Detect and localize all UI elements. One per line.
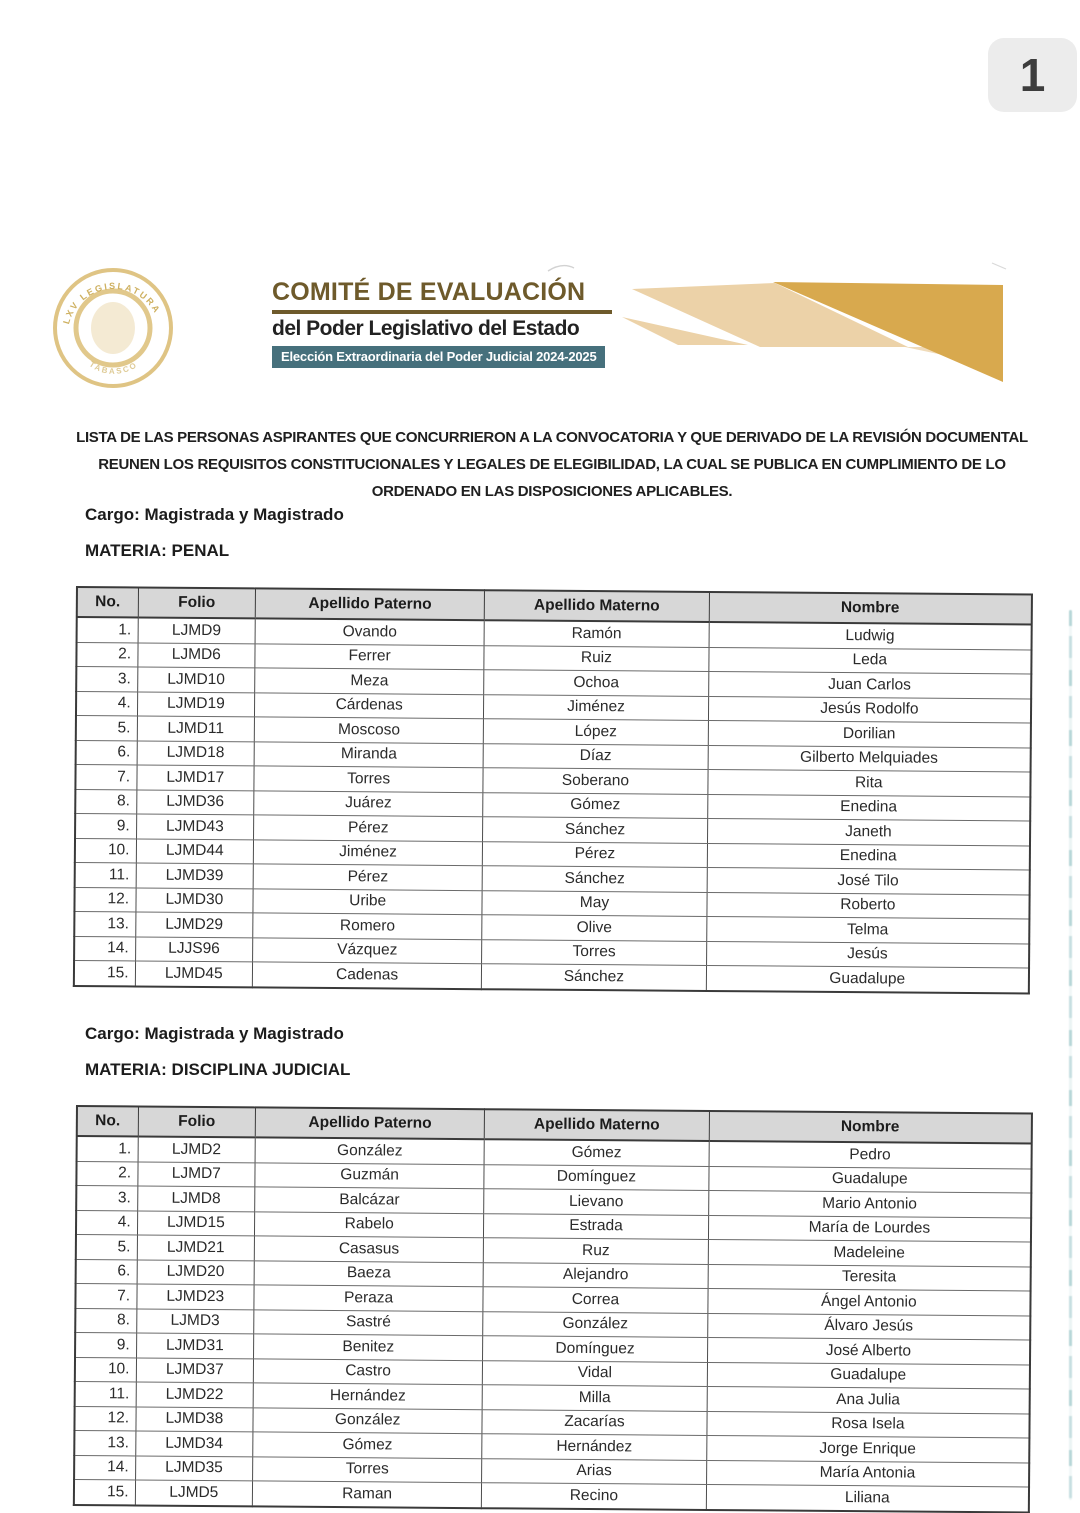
table-cell: LJMD37 xyxy=(136,1357,254,1382)
table-cell: González xyxy=(255,1137,484,1164)
table-cell: 13. xyxy=(74,911,135,936)
committee-subtitle: del Poder Legislativo del Estado xyxy=(272,317,580,340)
table-cell: LJMD15 xyxy=(137,1210,255,1235)
intro-paragraph: LISTA DE LAS PERSONAS ASPIRANTES QUE CONCURRIERON A LA CONVOCATORIA Y QUE DERIVADO DE LA REVISIÓN DOCUMENTAL REUNEN LOS REQUISITOS CONSTITUCIONALES Y LEGALES DE ELEGIBILIDAD, LA CUAL SE PUBLICA EN CUMPLIMIENTO DE LO ORDENADO EN LAS DISPOSICIONES APLICABLES. xyxy=(76,429,1028,500)
table-cell: Gómez xyxy=(483,792,708,818)
table-cell: Ochoa xyxy=(484,670,709,696)
table-cell: Jorge Enrique xyxy=(706,1435,1029,1462)
corner-triangles-decoration xyxy=(620,255,1040,390)
table-cell: Ruz xyxy=(484,1237,709,1263)
table-cell: Pedro xyxy=(709,1140,1032,1168)
table-cell: Álvaro Jesús xyxy=(707,1312,1030,1339)
table-cell: Hernández xyxy=(253,1382,482,1408)
aspirants-table xyxy=(73,586,1033,994)
table-cell: Vidal xyxy=(483,1360,708,1386)
table-cell: Casasus xyxy=(254,1235,483,1261)
column-header: Apellido Paterno xyxy=(255,1107,484,1139)
table-cell: Guadalupe xyxy=(706,965,1029,993)
table-cell: Uribe xyxy=(253,888,482,914)
table-cell: 4. xyxy=(76,691,137,716)
table-cell: LJMD23 xyxy=(137,1283,255,1308)
table-cell: Alejandro xyxy=(483,1262,708,1288)
column-header: Apellido Materno xyxy=(484,1109,709,1141)
table-cell: Cadenas xyxy=(252,962,481,989)
scan-edge-line xyxy=(1069,610,1072,1500)
table-cell: Leda xyxy=(709,647,1032,674)
table-cell: Ferrer xyxy=(255,643,484,669)
table-cell: 5. xyxy=(76,1234,137,1259)
sections xyxy=(76,505,1033,1505)
table-cell: Jesús xyxy=(706,941,1029,968)
document-header xyxy=(272,278,612,368)
table-cell: Meza xyxy=(255,668,484,694)
table-cell: Ángel Antonio xyxy=(708,1288,1031,1315)
table-cell: Sánchez xyxy=(482,866,707,892)
materia-label: MATERIA: PENAL xyxy=(85,541,230,560)
table-cell: LJMD10 xyxy=(137,667,255,692)
table-cell: Guadalupe xyxy=(707,1361,1030,1388)
table-cell: Telma xyxy=(706,916,1029,943)
table-cell: 8. xyxy=(75,789,136,814)
table-cell: Gómez xyxy=(484,1139,709,1166)
table-cell: LJMD7 xyxy=(137,1161,255,1186)
table-cell: Teresita xyxy=(708,1263,1031,1290)
table-cell: José Alberto xyxy=(707,1337,1030,1364)
table-cell: 14. xyxy=(74,1454,135,1479)
election-banner: Elección Extraordinaria del Poder Judicial 2024-2025 xyxy=(272,346,605,368)
column-header: Nombre xyxy=(709,592,1032,625)
cargo-label: Cargo: Magistrada y Magistrado xyxy=(85,1023,344,1043)
table-cell: Domínguez xyxy=(483,1335,708,1361)
table-cell: Milla xyxy=(482,1384,707,1410)
table-cell: 13. xyxy=(74,1430,135,1455)
committee-title: COMITÉ DE EVALUACIÓN xyxy=(272,278,586,306)
column-header: Folio xyxy=(138,1106,256,1137)
table-cell: Enedina xyxy=(707,794,1030,821)
legislature-seal-icon xyxy=(50,266,177,390)
table-cell: Guadalupe xyxy=(709,1165,1032,1192)
table-cell: 14. xyxy=(74,936,135,961)
table-cell: Jiménez xyxy=(484,694,709,720)
table-cell: Sánchez xyxy=(482,964,707,991)
column-header: Nombre xyxy=(709,1110,1032,1143)
table-cell: 1. xyxy=(77,1136,138,1161)
table-cell: LJMD34 xyxy=(135,1430,253,1455)
seal-bottom-text: TABASCO xyxy=(87,359,140,376)
table-cell: Benitez xyxy=(254,1333,483,1359)
table-cell: Liliana xyxy=(706,1484,1029,1512)
materia-label: MATERIA: DISCIPLINA JUDICIAL xyxy=(85,1059,351,1079)
table-cell: Janeth xyxy=(707,818,1030,845)
table-cell: López xyxy=(484,719,709,745)
table-cell: 2. xyxy=(76,642,137,667)
table-cell: José Tilo xyxy=(707,867,1030,894)
table-cell: 5. xyxy=(76,716,137,741)
title-divider xyxy=(272,310,612,314)
table-cell: 1. xyxy=(77,617,138,642)
table-cell: LJMD2 xyxy=(138,1136,256,1162)
table-cell: LJMD8 xyxy=(137,1185,255,1210)
table-cell: 8. xyxy=(75,1308,136,1333)
table-cell: Ramón xyxy=(484,620,709,647)
table-cell: Torres xyxy=(253,1456,482,1482)
table-cell: Pérez xyxy=(253,864,482,890)
table-cell: Madeleine xyxy=(708,1239,1031,1266)
table-cell: Dorilian xyxy=(708,720,1031,747)
cargo-label: Cargo: Magistrada y Magistrado xyxy=(85,505,344,524)
table-cell: Ruiz xyxy=(484,645,709,671)
table-cell: Torres xyxy=(254,766,483,792)
table-cell: Rabelo xyxy=(255,1211,484,1237)
table-cell: Gómez xyxy=(253,1431,482,1457)
table-cell: 6. xyxy=(76,1259,137,1284)
table-cell: Recino xyxy=(482,1482,707,1509)
table-cell: Mario Antonio xyxy=(708,1190,1031,1217)
column-header: Apellido Materno xyxy=(484,590,709,622)
table-cell: LJMD43 xyxy=(136,814,254,839)
table-cell: LJMD6 xyxy=(137,642,255,667)
table-cell: LJMD21 xyxy=(137,1234,255,1259)
column-header: No. xyxy=(77,1106,138,1136)
table-cell: Rosa Isela xyxy=(707,1410,1030,1437)
table-cell: Ovando xyxy=(255,618,484,645)
table-cell: María Antonia xyxy=(706,1459,1029,1486)
table-cell: 10. xyxy=(75,838,136,863)
table-cell: Pérez xyxy=(483,841,708,867)
table-cell: LJMD11 xyxy=(137,716,255,741)
table-cell: LJMD39 xyxy=(136,863,254,888)
table-cell: LJMD9 xyxy=(138,617,256,643)
table-cell: LJMD17 xyxy=(137,765,255,790)
table-cell: María de Lourdes xyxy=(708,1214,1031,1241)
list-section xyxy=(76,1024,1033,1506)
aspirants-table xyxy=(73,1105,1033,1513)
table-cell: Enedina xyxy=(707,843,1030,870)
table-cell: Jiménez xyxy=(253,839,482,865)
table-cell: González xyxy=(253,1407,482,1433)
table-cell: Olive xyxy=(482,915,707,941)
table-cell: LJMD3 xyxy=(136,1308,254,1333)
table-cell: Vázquez xyxy=(253,937,482,963)
table-cell: LJMD5 xyxy=(135,1479,253,1505)
table-cell: Torres xyxy=(482,939,707,965)
table-cell: Arias xyxy=(482,1458,707,1484)
table-cell: Sánchez xyxy=(483,817,708,843)
table-cell: LJMD20 xyxy=(137,1259,255,1284)
table-cell: 11. xyxy=(75,862,136,887)
table-cell: Guzmán xyxy=(255,1162,484,1188)
table-cell: Gilberto Melquiades xyxy=(708,745,1031,772)
table-cell: May xyxy=(482,890,707,916)
table-cell: Juan Carlos xyxy=(708,671,1031,698)
table-cell: LJMD30 xyxy=(136,887,254,912)
table-cell: Estrada xyxy=(484,1213,709,1239)
table-cell: Castro xyxy=(253,1358,482,1384)
table-cell: 9. xyxy=(75,814,136,839)
table-cell: 15. xyxy=(74,1479,135,1504)
table-cell: Raman xyxy=(252,1480,481,1507)
table-cell: Soberano xyxy=(483,768,708,794)
table-cell: Domínguez xyxy=(484,1164,709,1190)
table-cell: Sastré xyxy=(254,1309,483,1335)
table-cell: González xyxy=(483,1311,708,1337)
table-cell: Pérez xyxy=(254,815,483,841)
table-cell: LJMD31 xyxy=(136,1332,254,1357)
table-cell: 3. xyxy=(76,667,137,692)
table-cell: LJMD22 xyxy=(136,1381,254,1406)
table-cell: 7. xyxy=(75,1283,136,1308)
table-cell: Zacarías xyxy=(482,1409,707,1435)
column-header: Folio xyxy=(138,587,256,618)
table-cell: 9. xyxy=(75,1332,136,1357)
table-cell: 15. xyxy=(74,960,135,985)
table-cell: 2. xyxy=(76,1161,137,1186)
table-cell: Miranda xyxy=(254,741,483,767)
table-cell: 10. xyxy=(75,1357,136,1382)
table-cell: 3. xyxy=(76,1185,137,1210)
table-cell: LJMD29 xyxy=(135,912,253,937)
table-cell: LJMD45 xyxy=(135,961,253,987)
table-cell: Correa xyxy=(483,1286,708,1312)
table-cell: 7. xyxy=(75,765,136,790)
table-cell: Jesús Rodolfo xyxy=(708,696,1031,723)
table-cell: Balcázar xyxy=(255,1186,484,1212)
table-cell: LJMD18 xyxy=(137,740,255,765)
table-cell: Díaz xyxy=(483,743,708,769)
table-cell: Cárdenas xyxy=(255,692,484,718)
table-cell: LJJS96 xyxy=(135,936,253,961)
table-cell: Ludwig xyxy=(709,622,1032,650)
table-cell: LJMD35 xyxy=(135,1455,253,1480)
table-cell: 6. xyxy=(76,740,137,765)
list-section xyxy=(76,505,1033,987)
table-cell: 11. xyxy=(75,1381,136,1406)
table-cell: LJMD19 xyxy=(137,691,255,716)
table-cell: Moscoso xyxy=(254,717,483,743)
table-cell: Romero xyxy=(253,913,482,939)
column-header: No. xyxy=(77,587,138,617)
table-cell: LJMD44 xyxy=(136,838,254,863)
table-cell: 12. xyxy=(74,887,135,912)
seal-top-text: LXV LEGISLATURA xyxy=(61,280,163,326)
table-cell: Hernández xyxy=(482,1433,707,1459)
table-cell: 4. xyxy=(76,1210,137,1235)
table-cell: Juárez xyxy=(254,790,483,816)
table-cell: LJMD36 xyxy=(136,789,254,814)
table-cell: Rita xyxy=(708,769,1031,796)
table-cell: LJMD38 xyxy=(136,1406,254,1431)
column-header: Apellido Paterno xyxy=(255,588,484,620)
table-cell: Ana Julia xyxy=(707,1386,1030,1413)
page-number-badge: 1 xyxy=(988,38,1077,112)
table-cell: Baeza xyxy=(254,1260,483,1286)
table-cell: Lievano xyxy=(484,1188,709,1214)
svg-text:TABASCO xyxy=(88,360,140,376)
table-cell: Roberto xyxy=(707,892,1030,919)
table-cell: 12. xyxy=(74,1405,135,1430)
table-cell: Peraza xyxy=(254,1284,483,1310)
